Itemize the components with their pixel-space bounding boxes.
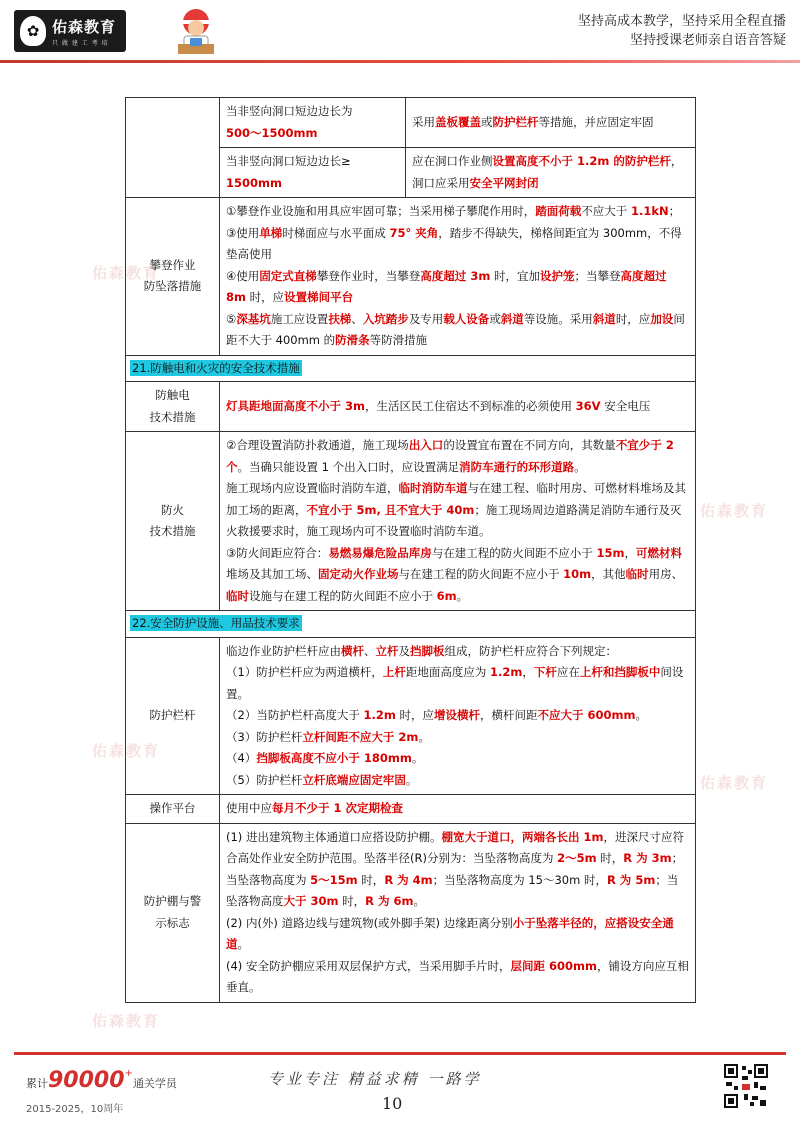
row-label-platform: 操作平台 [126,795,220,824]
table-row [126,355,696,382]
section-heading-21: 21.防触电和火灾的安全技术措施 [126,355,696,382]
logo-mark-icon: ✿ [20,16,46,46]
table-row [126,198,696,356]
row-label-electric: 防触电 技术措施 [126,382,220,432]
section-heading-22: 22.安全防护设施、用品技术要求 [126,611,696,638]
table-row [126,382,696,432]
table-row [126,432,696,611]
opening-condition-2: 当非竖向洞口短边边长≥ 1500mm [220,148,406,198]
watermark: 佑森教育 [700,502,769,520]
safety-measures-table [125,97,696,1003]
watermark: 佑森教育 [92,264,161,282]
footer-motto: 专业专注 精益求精 一路学 [268,1070,482,1088]
opening-condition-1: 当非竖向洞口短边边长为 500～1500mm [220,98,406,148]
watermark: 佑森教育 [92,742,161,760]
fire-measures: ②合理设置消防扑救通道，施工现场出入口的设置宜布置在不同方向，其数量不宜少于 2 个。当确只能设置 1 个出入口时，应设置满足消防车通行的环形道路。 施工现场内应设置临时消防车道，临时消防车道与在建工程、临时用房、可燃材料堆场及其加工场的距离，不宜小于 5m, 且不宜大于 40m；施工现场周边道路满足消防车通行及灭火救援要求时，施工现场内可不设置临时消防车道。 ③防火间距应符合：易燃易爆危险品库房与在建工程的防火间距不应小于 15m，可燃材料堆场及其加工场、固定动火作业场与在建工程的防火间距不应小于 10m，其他临时用房、临时设施与在建工程的防火间距不应小于 6m。 [220,432,696,611]
watermark: 佑森教育 [92,1012,161,1030]
row-label-climb: 攀登作业 防坠落措施 [126,198,220,356]
logo-name: 佑森教育 [52,17,117,36]
shed-measures: (1) 进出建筑物主体通道口应搭设防护棚。棚宽大于道口，两端各长出 1m，进深尺寸应符合高处作业安全防护范围。坠落半径(R)分别为：当坠落物高度为 2～5m 时，R 为 3m；当坠落物高度为 5～15m 时，R 为 4m；当坠落物高度为 15～30m 时，R 为 5m；当坠落物高度大于 30m 时，R 为 6m。 (2) 内(外) 道路边线与建筑物(或外脚手架) 边缘距离分别小于坠落半径的，应搭设安全通道。 (4) 安全防护棚应采用双层保护方式，当采用脚手片时，层间距 600mm，铺设方向应互相垂直。 [220,823,696,1002]
header-slogans [578,12,786,50]
footer-stats: 累计90000+通关学员 [26,1068,177,1093]
climb-measures: ①攀登作业设施和用具应牢固可靠；当采用梯子攀爬作用时，踏面荷载不应大于 1.1kN； ③使用单梯时梯面应与水平面成 75° 夹角，踏步不得缺失，梯格间距宜为 300mm，不得垫高使用 ④使用固定式直梯攀登作业时，当攀登高度超过 3m 时，宜加设护笼；当攀登高度超过 8m 时，应设置梯间平台 ⑤深基坑施工应设置扶梯、入坑踏步及专用载人设备或斜道等设施。采用斜道时，应加设间距不大于 400mm 的防滑条等防滑措施 [220,198,696,356]
platform-measures: 使用中应每月不少于 1 次定期检查 [220,795,696,824]
row-label-fire: 防火 技术措施 [126,432,220,611]
electric-measures: 灯具距地面高度不小于 3m，生活区民工住宿达不到标准的必须使用 36V 安全电压 [220,382,696,432]
table-row [126,823,696,1002]
table-row [126,611,696,638]
slogan-1: 坚持高成本教学，坚持采用全程直播 [577,14,786,29]
slogan-2: 坚持授课老师亲自语音答疑 [629,33,786,48]
row-label-shed: 防护棚与警 示标志 [126,823,220,1002]
table-row [126,637,696,795]
mascot-icon [172,6,220,58]
logo-tagline: 只 做 建 工 考 培 [52,39,109,47]
railing-measures: 临边作业防护栏杆应由横杆、立杆及挡脚板组成，防护栏杆应符合下列规定： （1）防护栏杆应为两道横杆，上杆距地面高度应为 1.2m，下杆应在上杆和挡脚板中间设置。 （2）当防护栏杆高度大于 1.2m 时，应增设横杆，横杆间距不应大于 600mm。 （3）防护栏杆立杆间距不应大于 2m。 （4）挡脚板高度不应小于 180mm。 （5）防护栏杆立杆底端应固定牢固。 [220,637,696,795]
brand-logo [14,10,126,52]
footer-years: 2015-2025，10周年 [26,1104,124,1115]
table-row [126,795,696,824]
student-count: 90000 [48,1068,125,1093]
row-label-railing: 防护栏杆 [126,637,220,795]
opening-measure-1: 采用盖板覆盖或防护栏杆等措施，并应固定牢固 [406,98,696,148]
watermark: 佑森教育 [700,774,769,792]
header-divider [0,60,800,63]
footer-divider [14,1052,786,1055]
table-row [126,98,696,148]
page-number: 10 [382,1094,403,1113]
opening-measure-2: 应在洞口作业侧设置高度不小于 1.2m 的防护栏杆，洞口应采用安全平网封闭 [406,148,696,198]
qr-code-icon [724,1064,768,1108]
